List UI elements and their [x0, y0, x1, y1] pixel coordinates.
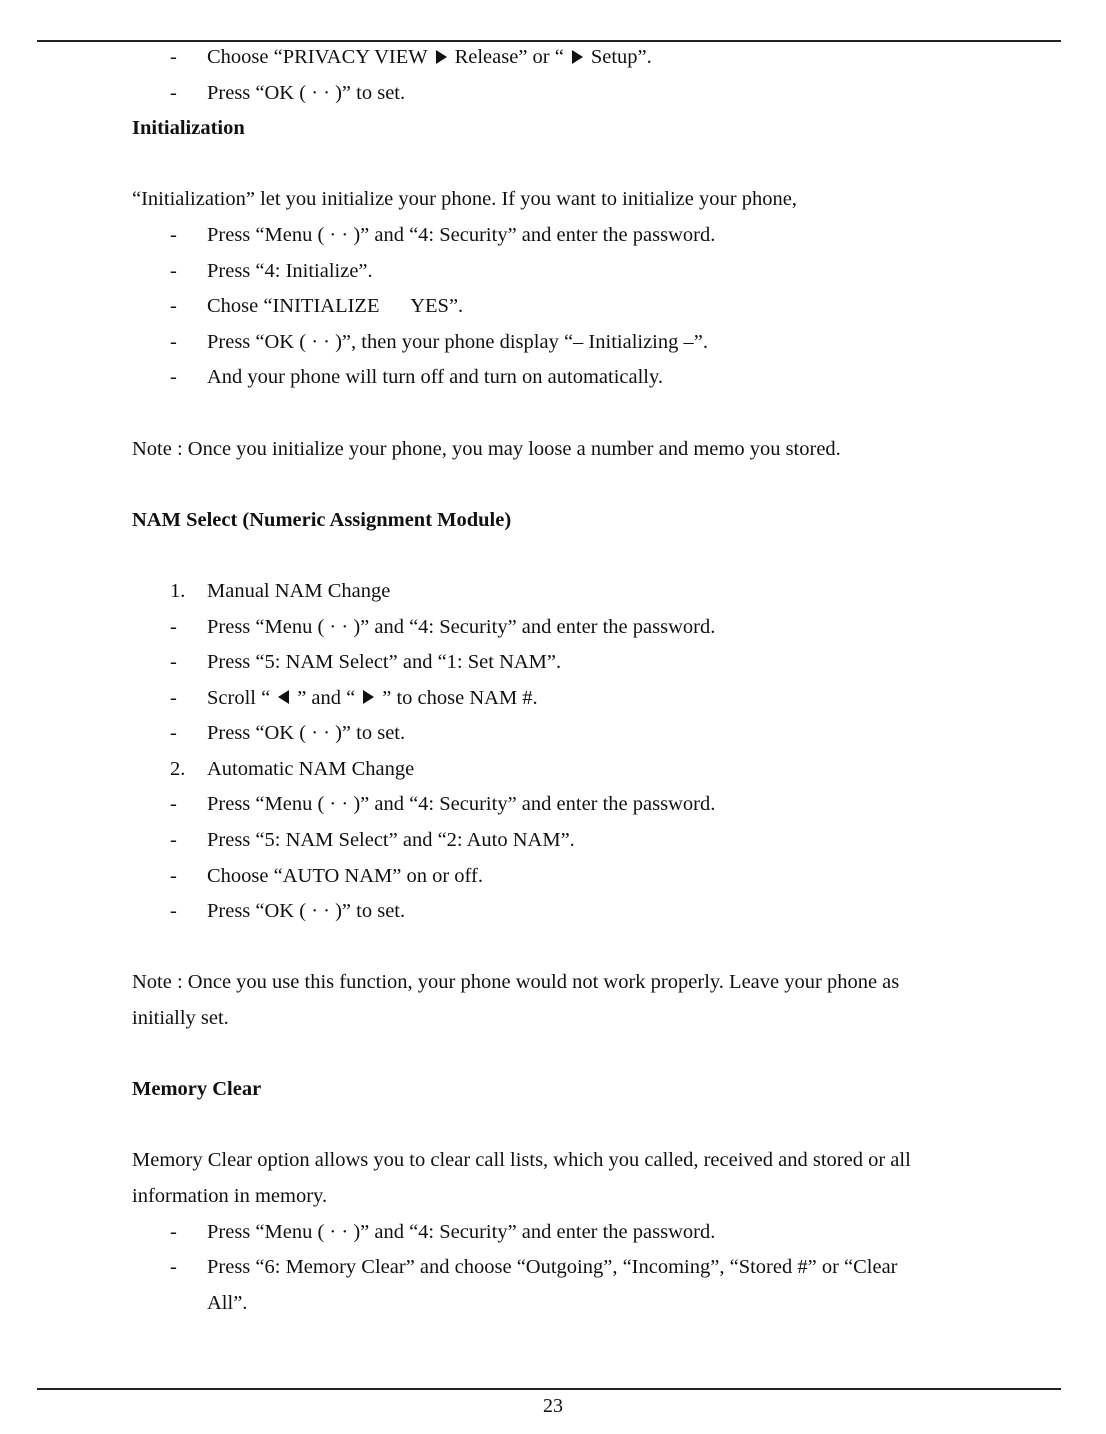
- list-item-text: Press “5: NAM Select” and “1: Set NAM”.: [207, 651, 562, 674]
- numbered-item-title: Automatic NAM Change: [207, 757, 415, 780]
- list-item-text: [207, 40, 652, 76]
- note-continuation: initially set.: [132, 1007, 229, 1030]
- bullet-dash: -: [170, 295, 177, 318]
- bullet-dash: -: [170, 900, 177, 923]
- list-item-continuation: [132, 1286, 1012, 1322]
- list-item-text: Press “OK ( · · )” to set.: [207, 81, 406, 104]
- spacer: [132, 467, 1012, 503]
- item-number: 1.: [170, 579, 186, 602]
- spacer: [132, 538, 1012, 574]
- list-item: [132, 823, 1012, 859]
- list-item-text: And your phone will turn off and turn on automatically.: [207, 366, 664, 389]
- list-item-text: All”.: [207, 1291, 248, 1314]
- spacer: [132, 1108, 1012, 1144]
- bullet-dash: -: [170, 366, 177, 389]
- triangle-left-icon: [278, 690, 289, 704]
- bullet-dash: -: [170, 686, 177, 709]
- list-item: [132, 325, 1012, 361]
- bullet-dash: -: [170, 651, 177, 674]
- bullet-dash: -: [170, 615, 177, 638]
- numbered-item-title: Manual NAM Change: [207, 579, 391, 602]
- triangle-right-icon: [363, 690, 374, 704]
- list-item: [132, 218, 1012, 254]
- spacer: [132, 396, 1012, 432]
- spacer: [132, 147, 1012, 183]
- bullet-dash: -: [170, 1220, 177, 1243]
- paragraph: Memory Clear option allows you to clear call lists, which you called, received and stored or all: [132, 1149, 911, 1172]
- list-item: [132, 681, 1012, 717]
- paragraph: “Initialization” let you initialize your phone. If you want to initialize your phone,: [132, 188, 797, 211]
- bullet-dash: -: [170, 46, 177, 68]
- page-content: [132, 40, 1012, 1321]
- bullet-dash: -: [170, 223, 177, 246]
- chose-nam-label: ” to chose NAM #.: [382, 686, 538, 709]
- list-item: [132, 254, 1012, 290]
- list-item-text: Press “OK ( · · )” to set.: [207, 900, 406, 923]
- list-item: [132, 787, 1012, 823]
- bullet-dash: -: [170, 793, 177, 816]
- and-label: ” and “: [297, 686, 356, 709]
- list-item: [132, 610, 1012, 646]
- bullet-dash: -: [170, 1256, 177, 1279]
- list-item-text: Chose “INITIALIZE YES”.: [207, 295, 464, 318]
- list-item-text: Press “Menu ( · · )” and “4: Security” and enter the password.: [207, 615, 716, 638]
- bullet-dash: -: [170, 829, 177, 852]
- list-item-text: Press “6: Memory Clear” and choose “Outgoing”, “Incoming”, “Stored #” or “Clear: [207, 1256, 898, 1279]
- release-label: Release” or “: [454, 46, 564, 68]
- bullet-dash: -: [170, 864, 177, 887]
- list-item: [132, 289, 1012, 325]
- list-item: [132, 40, 1012, 76]
- list-item: [132, 360, 1012, 396]
- scroll-label: Scroll “: [207, 686, 271, 709]
- list-item-text: Press “Menu ( · · )” and “4: Security” and enter the password.: [207, 223, 716, 246]
- list-item: [132, 76, 1012, 112]
- bullet-dash: -: [170, 330, 177, 353]
- list-item-text: Press “5: NAM Select” and “2: Auto NAM”.: [207, 829, 575, 852]
- section-heading-nam-select: NAM Select (Numeric Assignment Module): [132, 508, 512, 531]
- list-item: [132, 716, 1012, 752]
- note: Note : Once you use this function, your phone would not work properly. Leave your phone as: [132, 971, 900, 994]
- list-item: [132, 1215, 1012, 1251]
- triangle-right-icon: [572, 50, 583, 64]
- bullet-dash: -: [170, 81, 177, 104]
- triangle-right-icon: [436, 50, 447, 64]
- spacer: [132, 1037, 1012, 1073]
- numbered-item: [132, 752, 1012, 788]
- paragraph-continuation: information in memory.: [132, 1185, 328, 1207]
- numbered-item: [132, 574, 1012, 610]
- section-heading-initialization: Initialization: [132, 117, 245, 140]
- privacy-view-label: Choose “PRIVACY VIEW: [207, 46, 428, 68]
- bullet-dash: -: [170, 722, 177, 745]
- list-item: [132, 645, 1012, 681]
- bullet-dash: -: [170, 259, 177, 282]
- list-item-text: Choose “AUTO NAM” on or off.: [207, 864, 483, 887]
- item-number: 2.: [170, 757, 186, 780]
- list-item-text: Press “Menu ( · · )” and “4: Security” and enter the password.: [207, 793, 716, 816]
- section-heading-memory-clear: Memory Clear: [132, 1078, 262, 1101]
- list-item-text: Press “OK ( · · )” to set.: [207, 722, 406, 745]
- spacer: [132, 930, 1012, 966]
- list-item-text: Press “Menu ( · · )” and “4: Security” and enter the password.: [207, 1220, 716, 1243]
- page-number: 23: [543, 1395, 563, 1417]
- list-item-text: [207, 681, 538, 717]
- list-item: [132, 1250, 1012, 1286]
- note: Note : Once you initialize your phone, you may loose a number and memo you stored.: [132, 437, 841, 460]
- setup-label: Setup”.: [590, 46, 652, 68]
- list-item-text: Press “OK ( · · )”, then your phone display “– Initializing –”.: [207, 330, 708, 353]
- list-item: [132, 894, 1012, 930]
- list-item-text: Press “4: Initialize”.: [207, 259, 373, 282]
- list-item: [132, 859, 1012, 895]
